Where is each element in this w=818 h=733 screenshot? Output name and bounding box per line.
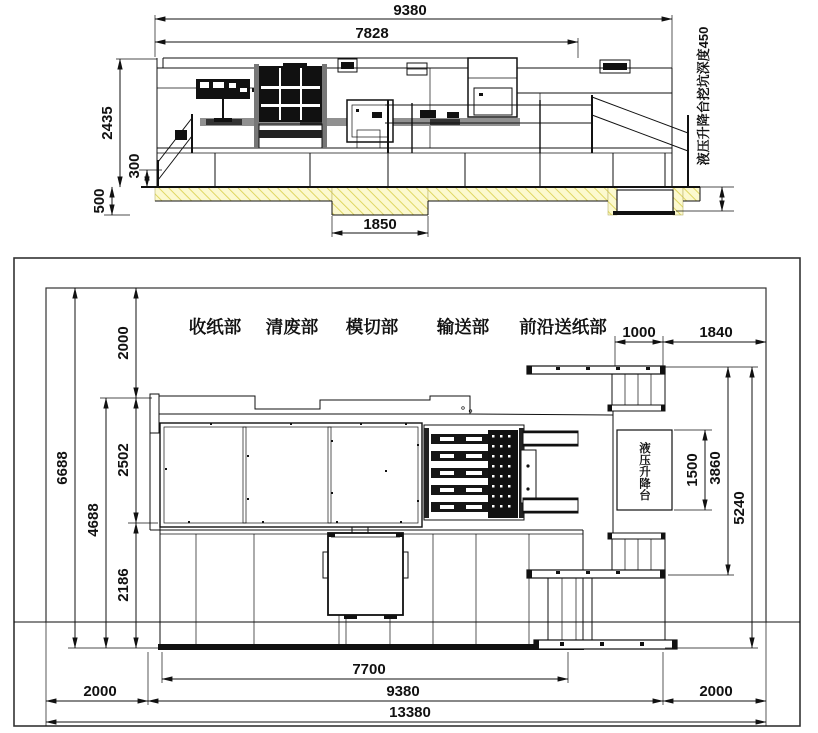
control-console <box>196 79 264 122</box>
dim-6688: 6688 <box>54 451 71 485</box>
elevation-view <box>91 2 734 237</box>
electrical-cabinet-elevation <box>468 58 517 117</box>
dim-2186: 2186 <box>115 568 132 602</box>
plan-view <box>14 258 800 726</box>
main-panel-block <box>160 423 422 527</box>
dim-center-pit-width: 1850 <box>363 216 397 233</box>
dim-overall-length: 9380 <box>393 2 427 19</box>
dim-1840: 1840 <box>699 324 733 341</box>
elevation-machine <box>157 58 688 187</box>
dim-left-2000: 2000 <box>83 683 117 700</box>
dim-7700: 7700 <box>352 661 386 678</box>
dim-bottom-9380: 9380 <box>386 683 420 700</box>
foundation-hatch <box>141 187 700 215</box>
dim-3860: 3860 <box>707 451 724 485</box>
dim-base-height: 300 <box>126 153 143 179</box>
conveyor-section <box>424 425 536 520</box>
lift-pit <box>617 190 673 212</box>
die-cut-section <box>254 64 327 148</box>
label-die-cutting-section: 模切部 <box>345 317 399 337</box>
label-lead-edge-feeder-section: 前沿送纸部 <box>519 317 607 337</box>
dim-2502: 2502 <box>115 443 132 477</box>
dim-5240: 5240 <box>731 491 748 525</box>
label-delivery-section: 收纸部 <box>188 317 242 337</box>
label-stripping-section: 清废部 <box>265 317 319 337</box>
lift-platform <box>617 430 672 510</box>
platform-railing <box>158 95 688 187</box>
dim-body-length: 7828 <box>355 25 389 42</box>
dim-top-2000: 2000 <box>115 326 132 360</box>
lift-platform-label: 液压升降台 <box>639 443 651 503</box>
section-labels <box>189 317 607 337</box>
dim-foundation-depth: 500 <box>91 188 108 214</box>
lift-pit-depth-note: 液压升降台挖坑深度450 <box>696 26 711 166</box>
dim-4688: 4688 <box>85 503 102 537</box>
dim-1000: 1000 <box>622 324 656 341</box>
cabinet-box <box>323 527 408 644</box>
dim-1500: 1500 <box>684 453 701 487</box>
plan-machine <box>150 366 677 650</box>
label-transfer-section: 输送部 <box>436 317 490 337</box>
dim-13380: 13380 <box>389 704 431 721</box>
dim-machine-height: 2435 <box>99 106 116 140</box>
dim-right-2000: 2000 <box>699 683 733 700</box>
